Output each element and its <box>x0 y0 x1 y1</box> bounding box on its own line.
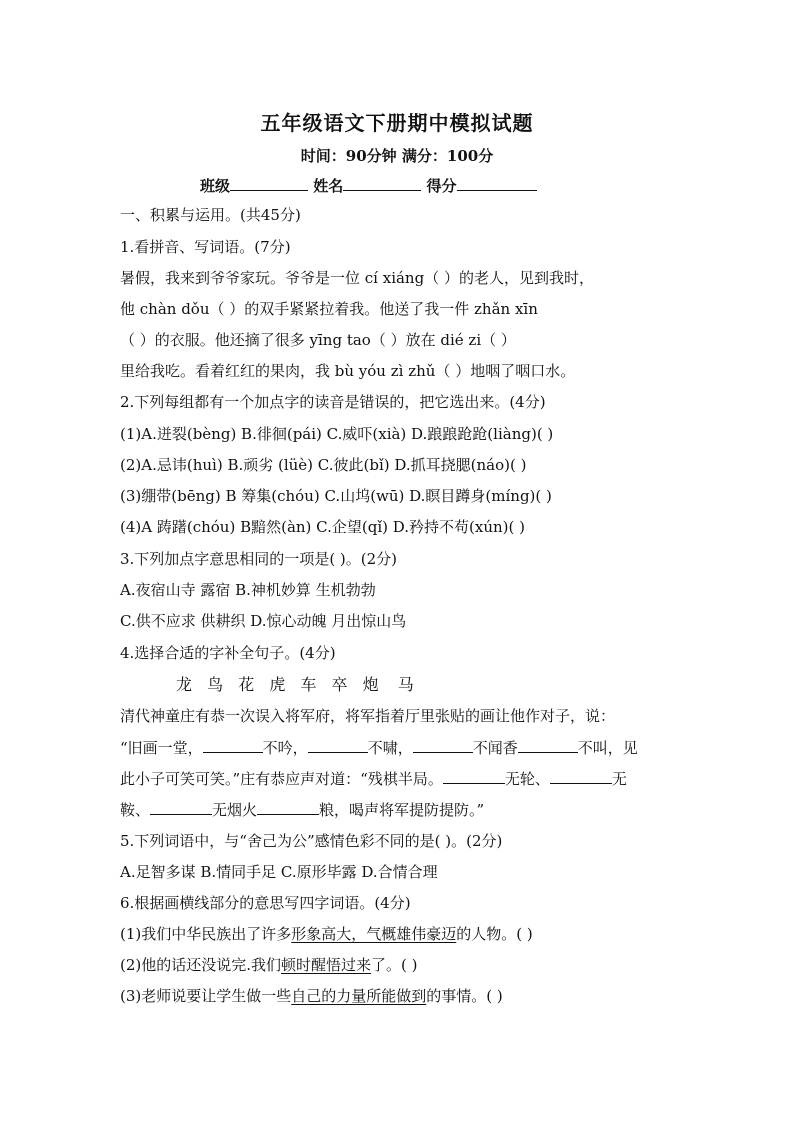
q6-text: 的事情。( ) <box>426 987 503 1005</box>
q4-blank-1[interactable] <box>203 738 263 753</box>
q6-item-1 <box>120 924 533 944</box>
q4-text: 不闻香 <box>472 739 518 757</box>
q4-char: 马 <box>397 675 414 694</box>
q4-blank-5[interactable] <box>443 769 505 784</box>
q1-line-2: 他 chàn dǒu（ ）的双手紧紧拉着我。他送了我一件 zhǎn xīn <box>120 300 538 318</box>
q3-row-2: C.供不应求 供耕织 D.惊心动魄 月出惊山鸟 <box>120 612 407 630</box>
name-blank[interactable] <box>343 176 421 191</box>
q4-blank-6[interactable] <box>550 769 612 784</box>
q2-row-3: (3)绷带(bēng) B 筹集(chóu) C.山坞(wū) D.瞑目蹲身(míng)( ) <box>120 487 552 505</box>
q5-stem: 5.下列词语中，与“舍己为公”感情色彩不同的是( )。(2分) <box>120 832 503 850</box>
q6-item-3 <box>120 986 503 1006</box>
q4-blank-2[interactable] <box>308 738 368 753</box>
q4-char: 炮 <box>362 675 379 694</box>
q6-text: 的人物。( ) <box>456 925 533 943</box>
q6-text: (1)我们中华民族出了许多 <box>120 925 292 943</box>
q1-line-1: 暑假，我来到爷爷家玩。爷爷是一位 cí xiáng（ ）的老人，见到我时， <box>120 269 594 287</box>
score-label: 得分 <box>426 177 457 195</box>
q4-blank-7[interactable] <box>150 800 212 815</box>
score-blank[interactable] <box>457 176 537 191</box>
q2-stem: 2.下列每组都有一个加点字的读音是错误的，把它选出来。(4分) <box>120 393 546 411</box>
q1-line-3: （ ）的衣服。他还摘了很多 yīng tao（ ）放在 dié zi（ ） <box>120 331 516 349</box>
class-blank[interactable] <box>230 176 308 191</box>
q1-line-4: 里给我吃。看着红红的果肉，我 bù yóu zì zhǔ（ ）地咽了咽口水。 <box>120 362 576 380</box>
q4-char: 虎 <box>269 675 286 694</box>
q4-blank-8[interactable] <box>257 800 319 815</box>
q4-line-4 <box>120 800 484 820</box>
q6-stem: 6.根据画横线部分的意思写四字词语。(4分) <box>120 894 411 912</box>
q4-text: 无烟火 <box>212 801 258 819</box>
exam-title: 五年级语文下册期中模拟试题 <box>260 111 534 135</box>
q4-text: 不啸， <box>367 739 413 757</box>
q3-stem: 3.下列加点字意思相同的一项是( )。(2分) <box>120 550 398 568</box>
q6-text: (2)他的话还没说完.我们 <box>120 956 282 974</box>
q4-text: 无轮、 <box>504 770 550 788</box>
q6-text: (3)老师说要让学生做一些 <box>120 987 292 1005</box>
q2-row-4: (4)A 踌躇(chóu) B黯然(àn) C.企望(qǐ) D.矜持不苟(xún)( ) <box>120 518 525 536</box>
exam-time-score: 时间：90分钟 满分：100分 <box>300 147 494 165</box>
q4-line-3 <box>120 769 627 789</box>
q6-underlined-phrase: 顿时醒悟过来 <box>281 956 372 974</box>
q4-blank-4[interactable] <box>518 738 578 753</box>
q4-char: 龙 <box>176 675 193 694</box>
q1-stem: 1.看拼音、写词语。(7分) <box>120 238 291 256</box>
class-label: 班级 <box>200 177 231 195</box>
name-label: 姓名 <box>313 177 344 195</box>
q4-char-bank <box>176 675 424 695</box>
q4-char: 花 <box>238 675 255 694</box>
q4-char: 鸟 <box>207 675 224 694</box>
q6-underlined-phrase: 自己的力量所能做到 <box>291 987 427 1005</box>
q4-line-1: 清代神童庄有恭一次误入将军府，将军指着厅里张贴的画让他作对子，说： <box>120 707 616 725</box>
q4-line-2 <box>120 738 638 758</box>
student-info-row <box>200 175 537 196</box>
q4-text: 无 <box>611 770 627 788</box>
q2-row-2: (2)A.忌讳(huì) B.顽劣 (lüè) C.彼此(bǐ) D.抓耳挠腮(náo)( ) <box>120 456 527 474</box>
q4-stem: 4.选择合适的字补全句子。(4分) <box>120 644 336 662</box>
q4-char: 车 <box>300 675 317 694</box>
q5-options: A.足智多谋 B.情同手足 C.原形毕露 D.合情合理 <box>120 863 438 881</box>
q4-text: 此小子可笑可笑。”庄有恭应声对道：“残棋半局。 <box>120 770 443 788</box>
q4-text: 不叫，见 <box>577 739 638 757</box>
q6-underlined-phrase: 形象高大，气概雄伟豪迈 <box>291 925 457 943</box>
q4-text: 粮，喝声将军提防提防。” <box>319 801 485 819</box>
q3-row-1: A.夜宿山寺 露宿 B.神机妙算 生机勃勃 <box>120 581 376 599</box>
q6-item-2 <box>120 955 418 975</box>
q4-text: 鞍、 <box>120 801 151 819</box>
q6-text: 了。( ) <box>371 956 418 974</box>
q2-row-1: (1)A.迸裂(bèng) B.徘徊(pái) C.威吓(xià) D.踉踉跄跄(liàng)( ) <box>120 425 554 443</box>
section-1-heading: 一、积累与运用。(共45分) <box>120 206 301 224</box>
q4-text: 不吟， <box>262 739 308 757</box>
q4-char: 卒 <box>331 675 348 694</box>
q4-text: “旧画一堂， <box>120 739 203 757</box>
q4-blank-3[interactable] <box>413 738 473 753</box>
